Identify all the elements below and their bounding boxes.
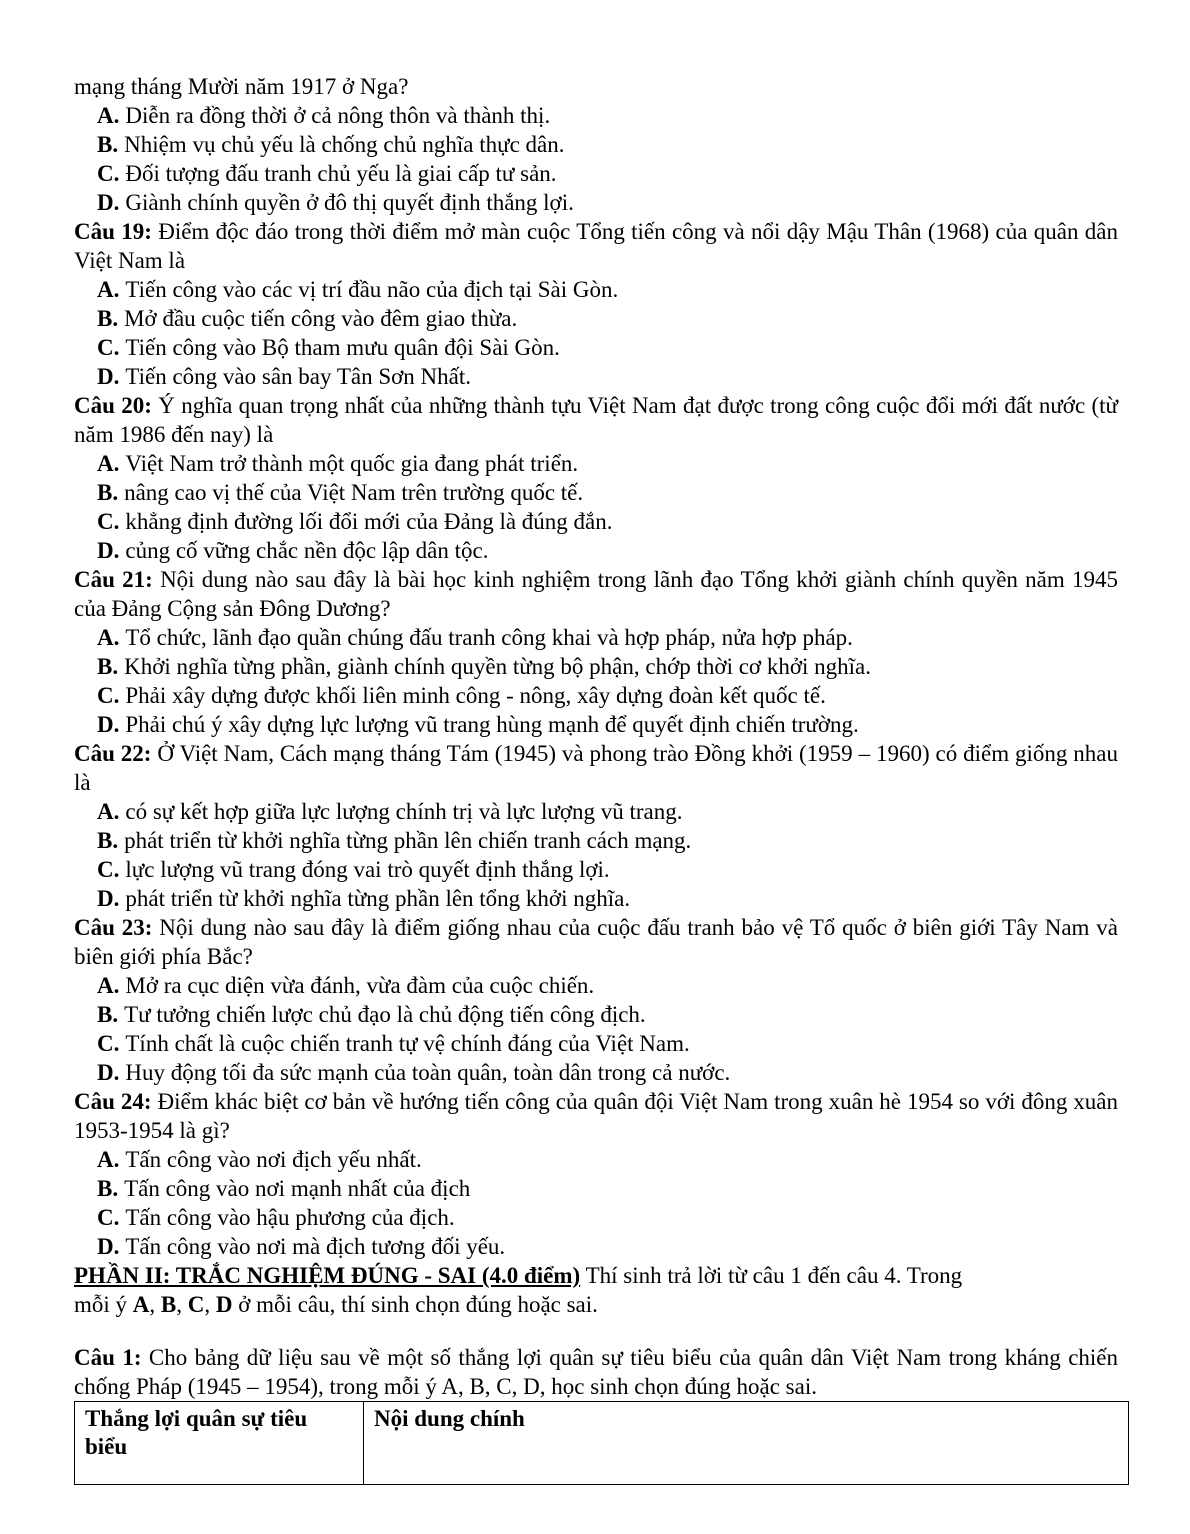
- option-c: C. Tấn công vào hậu phương của địch.: [97, 1205, 455, 1230]
- option-a: A. Diễn ra đồng thời ở cả nông thôn và thành thị.: [97, 103, 551, 128]
- question-1-stem: Câu 1: Cho bảng dữ liệu sau về một số thắng lợi quân sự tiêu biểu của quân dân Việt Nam trong kháng chiến chống Pháp (1945 – 1954), trong mỗi ý A, B, C, D, học sinh chọn đúng hoặc sai.: [74, 1345, 1119, 1399]
- option-c: C. khẳng định đường lối đổi mới của Đảng là đúng đắn.: [97, 509, 613, 534]
- question-23: [74, 913, 1118, 1087]
- table-header-row: [75, 1402, 1129, 1485]
- question-stem: Câu 23: Nội dung nào sau đây là điểm giống nhau của cuộc đấu tranh bảo vệ Tổ quốc ở biên giới Tây Nam và biên giới phía Bắc?: [74, 915, 1119, 969]
- intro-line: mạng tháng Mười năm 1917 ở Nga?: [74, 74, 409, 99]
- question-stem: Câu 19: Điểm độc đáo trong thời điểm mở màn cuộc Tổng tiến công và nổi dậy Mậu Thân (1968) của quân dân Việt Nam là: [74, 219, 1119, 273]
- option-b: B. Khởi nghĩa từng phần, giành chính quyền từng bộ phận, chớp thời cơ khởi nghĩa.: [97, 654, 871, 679]
- intro-options: [74, 101, 1118, 217]
- option-b: B. Nhiệm vụ chủ yếu là chống chủ nghĩa thực dân.: [97, 132, 565, 157]
- option-c: C. Tính chất là cuộc chiến tranh tự vệ chính đáng của Việt Nam.: [97, 1031, 690, 1056]
- option-a: A. Tổ chức, lãnh đạo quần chúng đấu tranh công khai và hợp pháp, nửa hợp pháp.: [97, 625, 853, 650]
- exam-page: [74, 72, 1118, 1485]
- option-a: A. Việt Nam trở thành một quốc gia đang phát triển.: [97, 451, 579, 476]
- question-19: [74, 217, 1118, 391]
- option-c: C. lực lượng vũ trang đóng vai trò quyết định thắng lợi.: [97, 857, 610, 882]
- question-stem: Câu 20: Ý nghĩa quan trọng nhất của những thành tựu Việt Nam đạt được trong công cuộc đổi mới đất nước (từ năm 1986 đến nay) là: [74, 393, 1119, 447]
- table-header-content: Nội dung chính: [364, 1402, 1129, 1485]
- section-2-heading: PHẦN II: TRẮC NGHIỆM ĐÚNG - SAI (4.0 điểm) Thí sinh trả lời từ câu 1 đến câu 4. Trong mỗi ý A, B, C, D ở mỗi câu, thí sinh chọn đúng hoặc sai.: [74, 1263, 963, 1317]
- question-20: [74, 391, 1118, 565]
- option-b: B. phát triển từ khởi nghĩa từng phần lên chiến tranh cách mạng.: [97, 828, 692, 853]
- question-stem: Câu 22: Ở Việt Nam, Cách mạng tháng Tám (1945) và phong trào Đồng khởi (1959 – 1960) có điểm giống nhau là: [74, 741, 1119, 795]
- option-d: D. Tấn công vào nơi mà địch tương đối yếu.: [97, 1234, 506, 1259]
- military-victories-table: [74, 1401, 1129, 1485]
- option-d: D. Phải chú ý xây dựng lực lượng vũ trang hùng mạnh để quyết định chiến trường.: [97, 712, 859, 737]
- question-22: [74, 739, 1118, 913]
- section-2-title: PHẦN II: TRẮC NGHIỆM ĐÚNG - SAI (4.0 điểm): [74, 1263, 581, 1288]
- question-stem: Câu 21: Nội dung nào sau đây là bài học kinh nghiệm trong lãnh đạo Tổng khởi giành chính quyền năm 1945 của Đảng Cộng sản Đông Dương?: [74, 567, 1119, 621]
- question-21: [74, 565, 1118, 739]
- option-c: C. Tiến công vào Bộ tham mưu quân đội Sài Gòn.: [97, 335, 560, 360]
- question-24: [74, 1087, 1118, 1261]
- option-a: A. Tấn công vào nơi địch yếu nhất.: [97, 1147, 422, 1172]
- table-header-victory: Thắng lợi quân sự tiêu biểu: [75, 1402, 364, 1485]
- option-c: C. Đối tượng đấu tranh chủ yếu là giai cấp tư sản.: [97, 161, 557, 186]
- option-d: D. Giành chính quyền ở đô thị quyết định thắng lợi.: [97, 190, 574, 215]
- option-d: D. củng cố vững chắc nền độc lập dân tộc.: [97, 538, 489, 563]
- option-b: B. Tư tưởng chiến lược chủ đạo là chủ động tiến công địch.: [97, 1002, 646, 1027]
- option-d: D. Tiến công vào sân bay Tân Sơn Nhất.: [97, 364, 472, 389]
- option-a: A. có sự kết hợp giữa lực lượng chính trị và lực lượng vũ trang.: [97, 799, 683, 824]
- option-a: A. Mở ra cục diện vừa đánh, vừa đàm của cuộc chiến.: [97, 973, 595, 998]
- option-d: D. Huy động tối đa sức mạnh của toàn quân, toàn dân trong cả nước.: [97, 1060, 731, 1085]
- option-b: B. Mở đầu cuộc tiến công vào đêm giao thừa.: [97, 306, 518, 331]
- question-stem: Câu 24: Điểm khác biệt cơ bản về hướng tiến công của quân đội Việt Nam trong xuân hè 1954 so với đông xuân 1953-1954 là gì?: [74, 1089, 1119, 1143]
- option-c: C. Phải xây dựng được khối liên minh công - nông, xây dựng đoàn kết quốc tế.: [97, 683, 826, 708]
- option-d: D. phát triển từ khởi nghĩa từng phần lên tổng khởi nghĩa.: [97, 886, 631, 911]
- option-b: B. nâng cao vị thế của Việt Nam trên trường quốc tế.: [97, 480, 584, 505]
- option-a: A. Tiến công vào các vị trí đầu não của địch tại Sài Gòn.: [97, 277, 619, 302]
- option-b: B. Tấn công vào nơi mạnh nhất của địch: [97, 1176, 471, 1201]
